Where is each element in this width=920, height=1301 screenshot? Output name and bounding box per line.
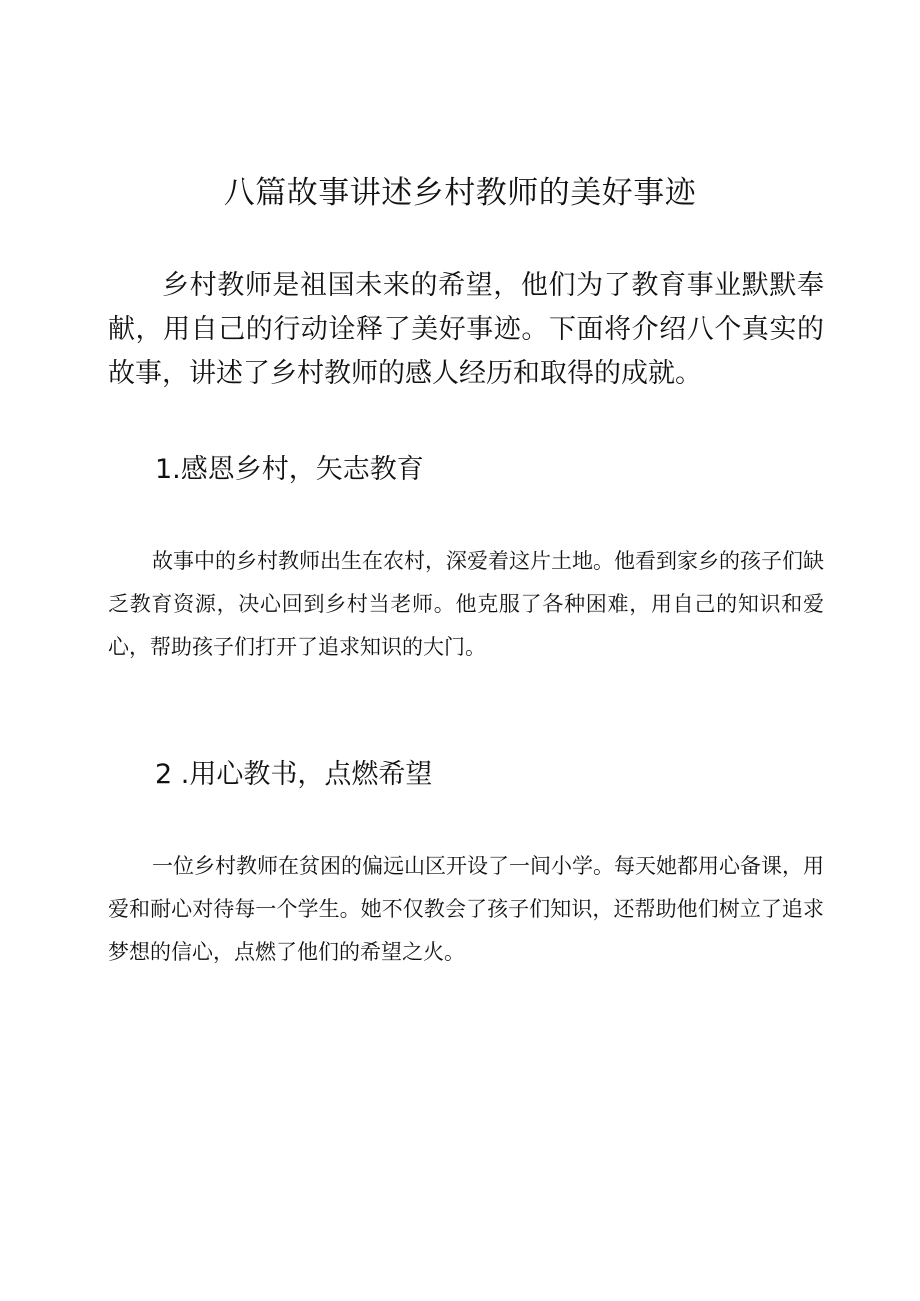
intro-paragraph: 乡村教师是祖国未来的希望，他们为了教育事业默默奉献，用自己的行动诠释了美好事迹。下面将介绍八个真实的故事，讲述了乡村教师的感人经历和取得的成就。 (108, 270, 824, 389)
section-body-1: 故事中的乡村教师出生在农村，深爱着这片土地。他看到家乡的孩子们缺乏教育资源，决心回到乡村当老师。他克服了各种困难，用自己的知识和爱心，帮助孩子们打开了追求知识的大门。 (108, 549, 824, 659)
section-heading-2: 2 .用心教书，点燃希望 (155, 759, 433, 790)
section-heading-1: 1.感恩乡村，矢志教育 (155, 454, 424, 485)
section-body-2: 一位乡村教师在贫困的偏远山区开设了一间小学。每天她都用心备课，用爱和耐心对待每一个学生。她不仅教会了孩子们知识，还帮助他们树立了追求梦想的信心，点燃了他们的希望之火。 (108, 854, 824, 964)
document-title: 八篇故事讲述乡村教师的美好事迹 (223, 175, 697, 211)
